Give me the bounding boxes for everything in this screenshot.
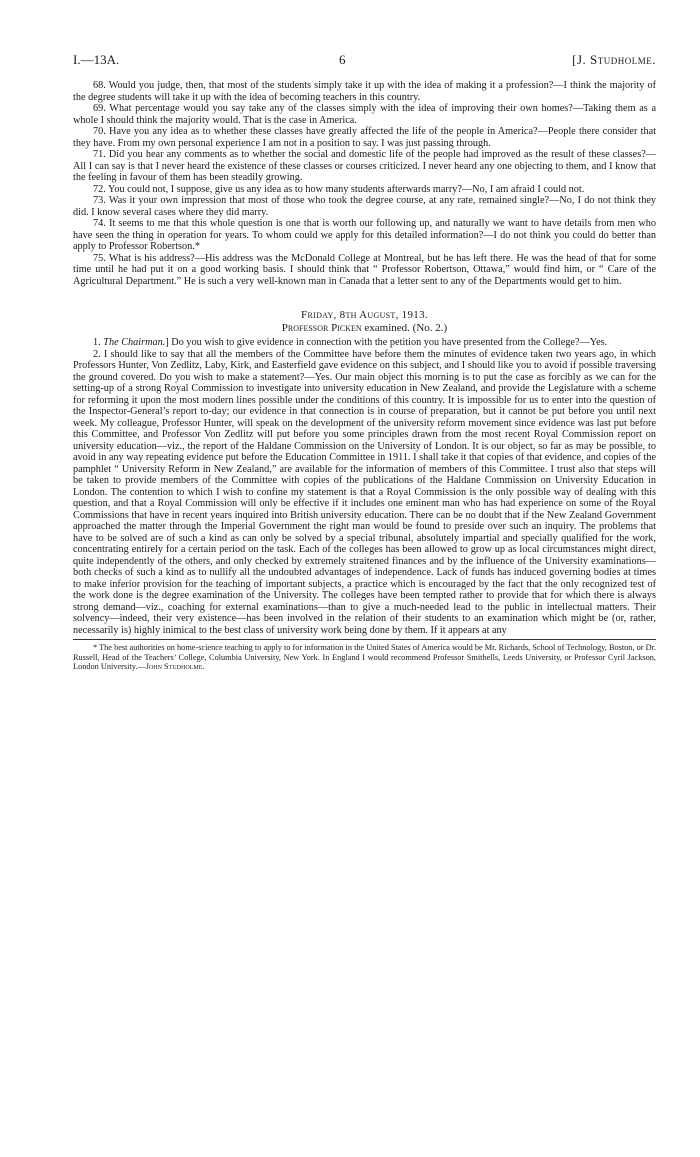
question-72: 72. You could not, I suppose, give us any idea as to how many students afterwards marry?—No, I am afraid I could not. xyxy=(93,183,585,195)
witness-name: [J. Studholme. xyxy=(572,52,656,67)
footnote xyxy=(73,643,656,672)
session-date: Friday, 8th August, 1913. xyxy=(301,309,428,321)
question-69: 69. What percentage would you say take any of the classes simply with the idea of improving their own homes?—Taking them as a whole I should think the majority would. That is the case in America. xyxy=(73,103,656,126)
question-68: 68. Would you judge, then, that most of the students simply take it up with the idea of making it a profession?—I think the majority of the degree students will take it up with the idea of becoming teachers in this country. xyxy=(73,80,656,103)
question-70: 70. Have you any idea as to whether these classes have greatly affected the life of the people in America?—People there consider that they have. From my own personal experience I am not in a position to say. I was just passing through. xyxy=(73,126,656,149)
footnote-divider xyxy=(73,639,656,640)
session-examined xyxy=(73,322,656,335)
examined-name: Professor Picken xyxy=(281,322,362,334)
question-73: 73. Was it your own impression that most of those who took the degree course, at any rate, remained single?—No, I do not think they did. I know several cases where they did marry. xyxy=(73,195,656,218)
footnote-signature: John Studholme. xyxy=(145,662,205,672)
page-body xyxy=(73,80,656,636)
document-reference: I.—13A. xyxy=(73,52,120,67)
footnote-text: * The best authorities on home-science teaching to apply to for information in the United States of America would be Mr. Richards, School of Technology, Boston, or Dr. Russell, Head of the Teachers’ College, Columbia University, New York. In England I would recommend Professor Smithells, Leeds University, or Professor Cyril Jackson, London University.— xyxy=(73,643,656,672)
document-page xyxy=(73,52,656,672)
section-gap xyxy=(73,287,656,309)
footnote-paragraph xyxy=(73,643,656,672)
question-71: 71. Did you hear any comments as to whether the social and domestic life of the people had improved as the result of these classes?—All I can say is that I never heard the existence of these classes or courses criticized. I never heard any one objecting to them, and I know that the feeling in favour of them has been steadily growing. xyxy=(73,149,656,183)
page-header xyxy=(73,52,656,70)
question-1-speaker: The Chairman. xyxy=(103,337,166,348)
question-1-number: 1. xyxy=(93,337,104,348)
question-1 xyxy=(73,337,656,349)
question-75: 75. What is his address?—His address was the McDonald College at Montreal, but he has left there. He was the head of that for some time until he had put it on a good working basis. I should think that “ Professor Robertson, Ottawa,” would find him, or “ Care of the Agricultural Department.” He is such a very well-known man in Canada that a letter sent to any of the Departments would get to him. xyxy=(73,252,656,287)
question-1-text: ] Do you wish to give evidence in connection with the petition you have presented from the College?—Yes. xyxy=(165,337,608,348)
page-number: 6 xyxy=(339,52,346,67)
question-2: 2. I should like to say that all the members of the Committee have before them the minutes of evidence taken two years ago, in which Professors Hunter, Von Zedlitz, Laby, Kirk, and Easterfield gave evidence on this subject, and I should like you to avoid if possible traversing the ground covered. Do you wish to make a statement?—Yes. Our main object this morning is to put the case as forcibly as we can for the setting-up of a strong Royal Commission to investigate into university education in New Zealand, and provide the Legislature with a scheme for reforming it upon the most modern lines possible under the conditions of this country. It is impossible for us to enter into the question of the Inspector-General’s report to-day; our evidence in that connection is in course of preparation, but it cannot be put before you until next week. My colleague, Professor Hunter, will speak on the development of the university reform movement since evidence was last put before this Committee, and Professor Von Zedlitz will put before you some principles drawn from the most recent Royal Commission report on university education—viz., the report of the Haldane Commission on the University of London. It is our object, so far as may be possible, to avoid in any way repeating evidence put before the Education Committee in 1911. I shall take it that copies of that evidence, and copies of the pamphlet “ University Reform in New Zealand,” are available for the information of members of this Committee. I trust also that steps will be taken to provide members of the Committee with copies of the publications of the Haldane Commission on University Education in London. The contention to which I wish to confine my statement is that a Royal Commission is the only possible way of dealing with this question, and that a Royal Commission will only be effective if it includes one eminent man who has had experience on some of the Royal Commissions that have in recent years inquired into British university education. There can be no doubt that if the New Zealand Government approached the matter through the Imperial Government the right man would be found to preside over such an inquiry. The problems that have to be solved are of such a kind as can only be solved by a special tribunal, absolutely impartial and specially qualified for the work, concentrating entirely for a certain period on the task. Each of the colleges has been allowed to grow up as local circumstances might direct, quite independently of the others, and only checked by extremely straitened finances and by the influence of the University examinations—both checks of such a kind as to nullify all the undoubted advantages of independence. Lack of funds has induced governing bodies at times to make inferior provision for the teaching of important subjects, a practice which is encouraged by the fact that the only recognized test of the work done is the degree examination of the University. The colleges have been tempted rather to provide that for which there is always strong demand—viz., coaching for external examinations—than to give a much-needed lead to the public in intellectual matters. Their solvency—indeed, their very existence—has been involved in the relation of their students to an examination which might be (or, rather, necessarily is) highly inimical to the best class of university work being done by them. If it appears at any xyxy=(73,348,656,636)
examined-rest: examined. (No. 2.) xyxy=(361,322,448,334)
question-74: 74. It seems to me that this whole question is one that is worth our following up, and naturally we want to have details from men who have seen the thing in operation for years. To whom could we apply for this detailed information?—I do not think you could do better than apply to Professor Robertson.* xyxy=(73,218,656,252)
